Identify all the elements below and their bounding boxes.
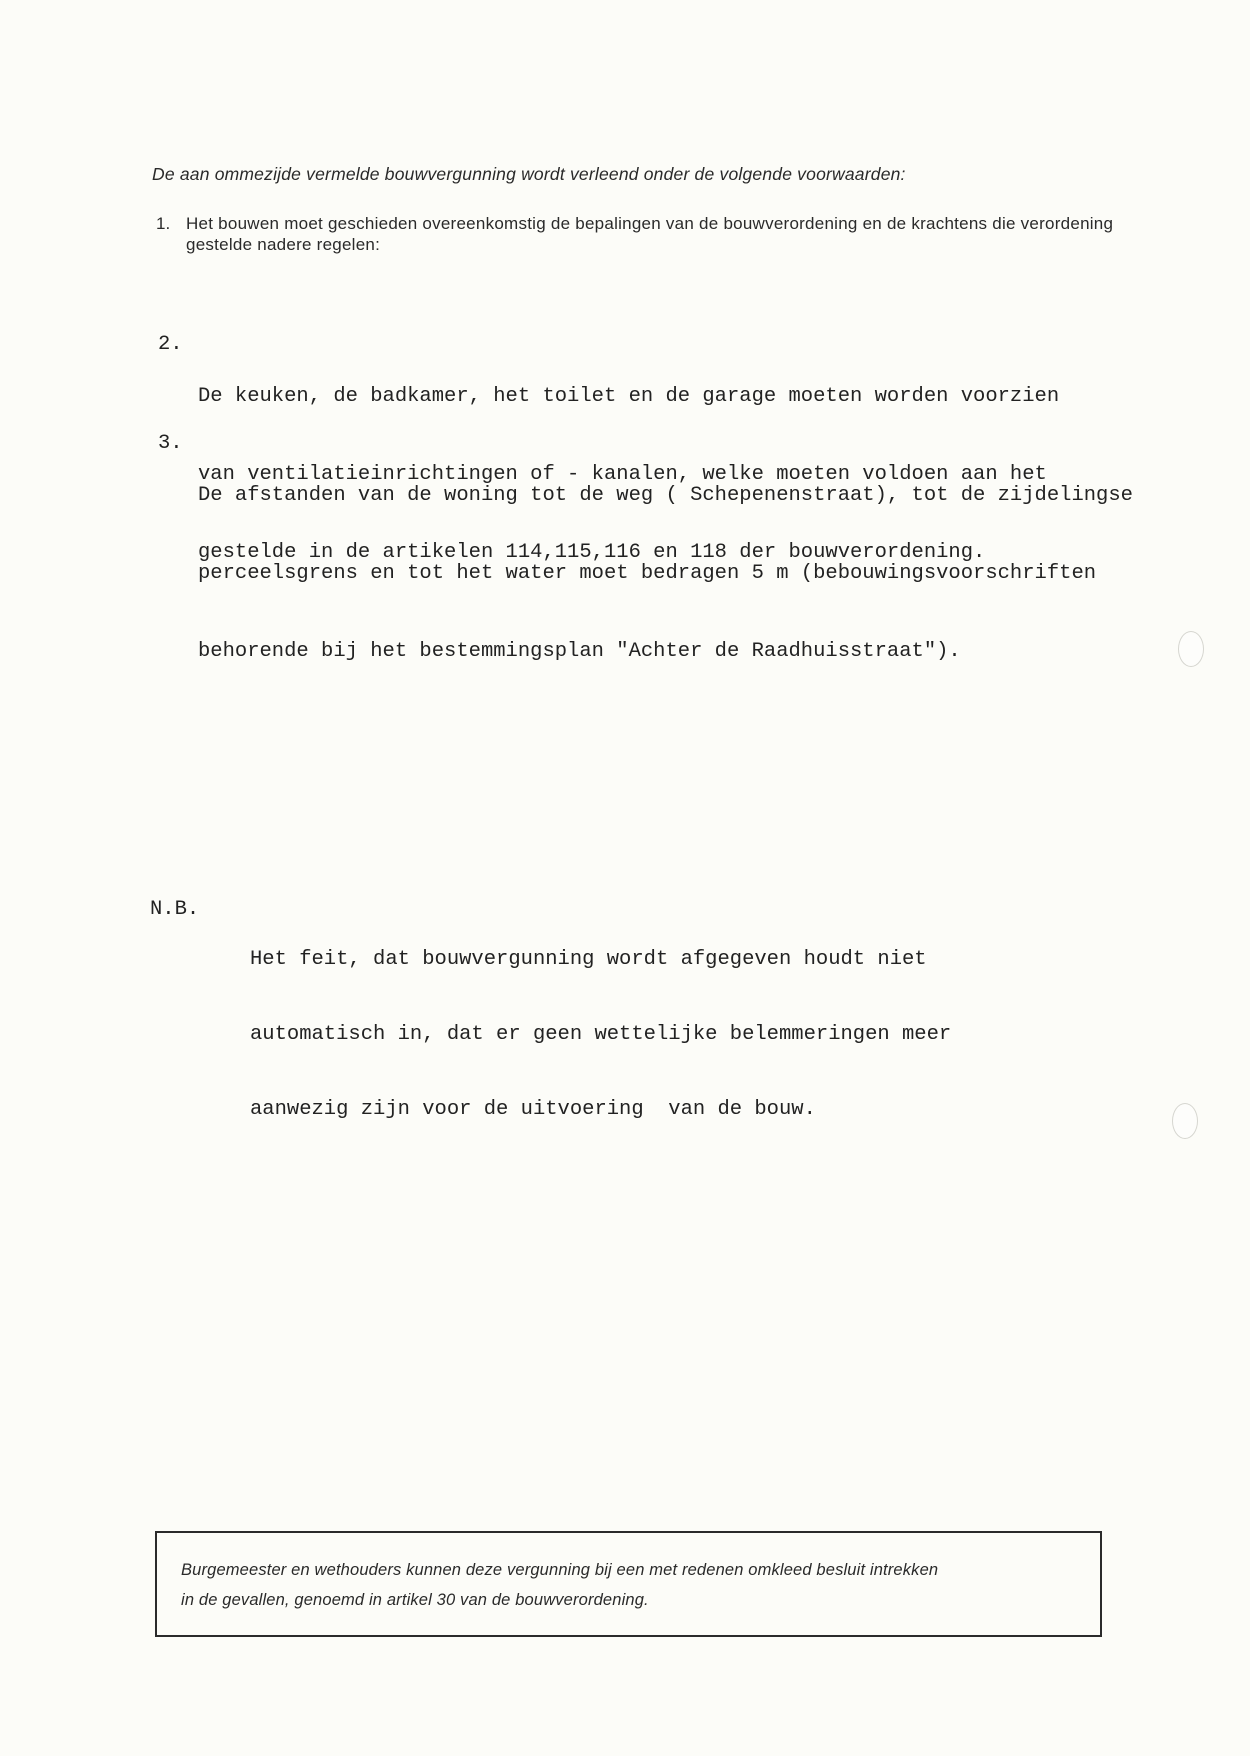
- punch-hole: [1178, 631, 1204, 667]
- condition-2-line: gestelde in de artikelen 114,115,116 en 118 der bouwverordening.: [198, 541, 986, 564]
- note-label: N.B.: [150, 898, 200, 921]
- revocation-notice-text: [181, 1555, 1081, 1615]
- revocation-notice-line: Burgemeester en wethouders kunnen deze vergunning bij een met redenen omkleed besluit intrekken: [181, 1561, 939, 1579]
- condition-2-line: van ventilatieinrichtingen of - kanalen, welke moeten voldoen aan het: [198, 463, 1047, 486]
- condition-1-text: Het bouwen moet geschieden overeenkomstig de bepalingen van de bouwverordening en de krachtens die verordening gestelde nadere regelen:: [186, 214, 1114, 254]
- note-line: automatisch in, dat er geen wettelijke belemmeringen meer: [250, 1023, 952, 1046]
- condition-3-line: perceelsgrens en tot het water moet bedragen 5 m (bebouwingsvoorschriften: [198, 562, 1097, 585]
- revocation-notice-box: [155, 1531, 1102, 1637]
- condition-3: [158, 379, 1133, 769]
- revocation-notice-line: in de gevallen, genoemd in artikel 30 van de bouwverordening.: [181, 1591, 649, 1609]
- intro-text: De aan ommezijde vermelde bouwvergunning wordt verleend onder de volgende voorwaarden:: [152, 164, 906, 184]
- condition-1: [156, 213, 1116, 255]
- condition-3-number: 3.: [158, 432, 183, 455]
- condition-2-line: De keuken, de badkamer, het toilet en de garage moeten worden voorzien: [198, 385, 1060, 408]
- note-line: aanwezig zijn voor de uitvoering van de bouw.: [250, 1098, 816, 1121]
- condition-3-line: behorende bij het bestemmingsplan "Achter de Raadhuisstraat").: [198, 640, 961, 663]
- condition-2-number: 2.: [158, 333, 183, 356]
- condition-3-line: De afstanden van de woning tot de weg ( Schepenenstraat), tot de zijdelingse: [198, 484, 1133, 507]
- condition-1-number: 1.: [156, 214, 171, 233]
- note-block: [150, 847, 951, 1222]
- punch-hole: [1172, 1103, 1198, 1139]
- note-line: Het feit, dat bouwvergunning wordt afgegeven houdt niet: [250, 948, 927, 971]
